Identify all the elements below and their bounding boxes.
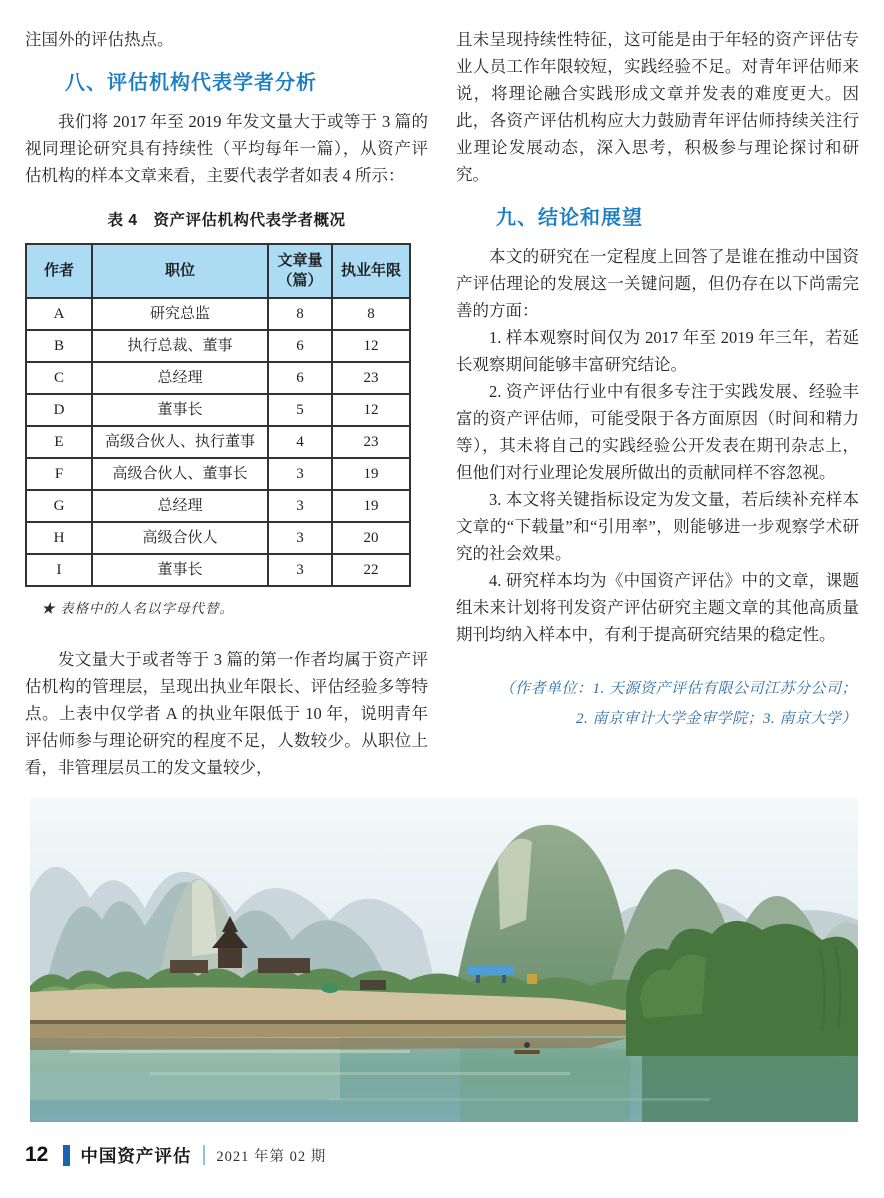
table-row: C 总经理 6 23 [26,362,410,394]
table-row: D 董事长 5 12 [26,394,410,426]
col-header-author: 作者 [26,244,92,298]
footer-divider [203,1145,205,1165]
two-column-body [25,26,860,781]
col-header-position: 职位 [92,244,268,298]
continuation-paragraph: 注国外的评估热点。 [25,30,174,49]
intro-paragraph: 我们将 2017 年至 2019 年发文量大于或等于 3 篇的视同理论研究具有持续性（平均每年一篇），从资产评估机构的样本文章来看，主要代表学者如表 4 所示： [25,112,428,185]
analysis-paragraph: 发文量大于或者等于 3 篇的第一作者均属于资产评估机构的管理层，呈现出执业年限长、评估经验多等特点。上表中仅学者 A 的执业年限低于 10 年，说明青年评估师参与理论研究的程度不足，人数较少。从职位上看，非管理层员工的发文量较少， [25,650,428,777]
landscape-photo [30,798,858,1122]
table-row: E 高级合伙人、执行董事 4 23 [26,426,410,458]
page-number: 12 [25,1143,49,1166]
table-row: B 执行总裁、董事 6 12 [26,330,410,362]
table-row: F 高级合伙人、董事长 3 19 [26,458,410,490]
issue-label: 2021 年第 02 期 [216,1148,327,1165]
journal-name: 中国资产评估 [80,1145,192,1166]
conclusion-point-4: 4. 研究样本均为《中国资产评估》中的文章，课题组未来计划将刊发资产评估研究主题文章的其他高质量期刊均纳入样本中，有利于提高研究结果的稳定性。 [456,571,859,644]
left-column [25,26,428,781]
footer-accent-bar [63,1145,70,1166]
table-4-block [25,207,428,622]
table-header-row [26,244,410,298]
conclusion-point-1: 1. 样本观察时间仅为 2017 年至 2019 年三年，若延长观察期间能够丰富研究结论。 [456,328,859,374]
conclusion-intro-paragraph: 本文的研究在一定程度上回答了是谁在推动中国资产评估理论的发展这一关键问题，但仍存在以下尚需完善的方面： [456,247,859,320]
col-header-years: 执业年限 [332,244,410,298]
table-row: G 总经理 3 19 [26,490,410,522]
conclusion-point-2: 2. 资产评估行业中有很多专注于实践发展、经验丰富的资产评估师，可能受限于各方面原因（时间和精力等），其未将自己的实践经验公开发表在期刊杂志上，但他们对行业理论发展所做出的贡献同样不容忽视。 [456,382,859,482]
col-header-articles: 文章量 （篇） [268,244,332,298]
continuation-paragraph: 且未呈现持续性特征，这可能是由于年轻的资产评估专业人员工作年限较短，实践经验不足。对青年评估师来说，将理论融合实践形成文章并发表的难度更大。因此，各资产评估机构应大力鼓励青年评估师持续关注行业理论发展动态，深入思考，积极参与理论探讨和研究。 [456,30,859,184]
table-row: A 研究总监 8 8 [26,298,410,330]
right-column [456,26,859,781]
section-heading-8: 八、评估机构代表学者分析 [65,72,317,94]
scholars-table [25,243,411,587]
table-footnote: ★ 表格中的人名以字母代替。 [41,601,235,616]
conclusion-point-3: 3. 本文将关键指标设定为发文量，若后续补充样本文章的“下载量”和“引用率”，则能够进一步观察学术研究的社会效果。 [456,490,859,563]
page-footer [25,1140,326,1170]
table-row: I 董事长 3 22 [26,554,410,586]
table-row: H 高级合伙人 3 20 [26,522,410,554]
table-caption: 表 4 资产评估机构代表学者概况 [107,212,346,229]
section-heading-9: 九、结论和展望 [496,207,643,229]
author-affiliation: （作者单位：1. 天源资产评估有限公司江苏分公司； 2. 南京审计大学金审学院；3. 南京大学） [499,681,857,727]
